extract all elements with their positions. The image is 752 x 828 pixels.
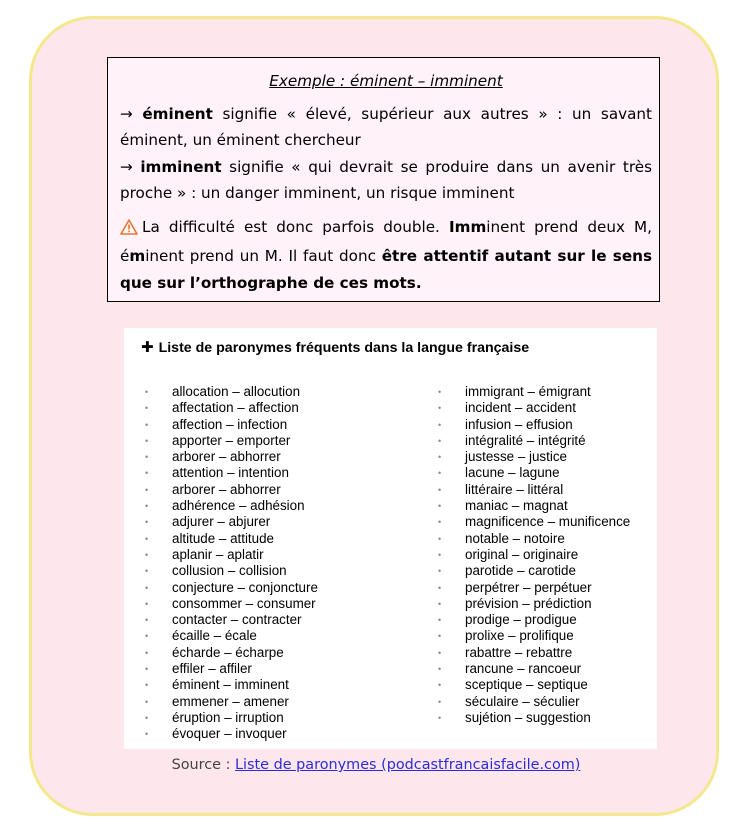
- plus-icon: ✚: [141, 339, 154, 356]
- bullet-icon: •: [438, 435, 442, 446]
- paronym-item: [438, 709, 630, 726]
- paronym-text: éruption – irruption: [172, 709, 284, 725]
- bullet-icon: •: [145, 696, 149, 707]
- paronym-item: [438, 595, 630, 612]
- paronym-text: parotide – carotide: [465, 563, 576, 579]
- bullet-icon: •: [438, 582, 442, 593]
- bullet-icon: •: [438, 696, 442, 707]
- bullet-icon: •: [145, 403, 149, 414]
- bullet-icon: •: [438, 647, 442, 658]
- paronym-text: notable – notoire: [465, 530, 565, 546]
- source-label: Source :: [171, 757, 236, 773]
- bullet-icon: •: [438, 680, 442, 691]
- bullet-icon: •: [438, 712, 442, 723]
- bullet-icon: •: [438, 403, 442, 414]
- paronym-item: [145, 384, 318, 400]
- paronym-text: consommer – consumer: [172, 595, 316, 611]
- warning-icon: [120, 217, 138, 244]
- paronym-text: écharde – écharpe: [172, 644, 284, 660]
- bullet-icon: •: [438, 387, 442, 397]
- paronym-item: [438, 432, 630, 449]
- paronym-item: [438, 644, 630, 661]
- paronym-text: séculaire – séculier: [465, 693, 580, 709]
- bullet-icon: •: [438, 615, 442, 626]
- paronym-text: incident – accident: [465, 400, 576, 416]
- paronym-text: adjurer – abjurer: [172, 514, 271, 530]
- paronym-item: [145, 498, 318, 514]
- bullet-icon: •: [145, 387, 149, 397]
- bullet-icon: •: [145, 501, 149, 512]
- paronym-text: prolixe – prolifique: [465, 628, 574, 644]
- bullet-icon: •: [145, 664, 149, 675]
- paronym-text: contacter – contracter: [172, 612, 302, 628]
- paronym-text: adhérence – adhésion: [172, 498, 305, 514]
- source-line: [0, 757, 752, 773]
- paronym-text: sceptique – septique: [465, 677, 588, 693]
- paronym-text: prodige – prodigue: [465, 612, 577, 628]
- paronym-item: [438, 530, 630, 547]
- definition-eminent: [120, 101, 652, 154]
- example-box: [107, 57, 660, 302]
- paronym-item: [438, 677, 630, 693]
- paronym-item: [145, 709, 318, 726]
- warning-note: La difficulté est donc parfois double. Imminent prend deux M, éminent prend un M. Il faut donc être attentif autant sur le sens que sur l’orthographe de ces mots.: [120, 217, 652, 292]
- bullet-icon: •: [438, 598, 442, 609]
- bullet-icon: •: [145, 517, 149, 528]
- paronym-item: [145, 546, 318, 563]
- paronym-item: [438, 449, 630, 465]
- paronym-item: [145, 726, 318, 742]
- paronym-text: conjecture – conjoncture: [172, 579, 318, 595]
- bullet-icon: •: [145, 549, 149, 560]
- paronym-text: infusion – effusion: [465, 416, 573, 432]
- paronym-item: [438, 498, 630, 514]
- paronym-item: [145, 661, 318, 677]
- term-imminent: imminent: [140, 157, 222, 176]
- bullet-icon: •: [145, 435, 149, 446]
- term-eminent: éminent: [142, 104, 213, 123]
- paronym-item: [145, 595, 318, 612]
- bullet-icon: •: [145, 452, 149, 463]
- paronym-item: [145, 514, 318, 530]
- paronym-item: [438, 384, 630, 400]
- paronym-text: allocation – allocution: [172, 384, 301, 399]
- paronym-item: [145, 644, 318, 661]
- bullet-icon: •: [438, 566, 442, 577]
- paronym-text: arborer – abhorrer: [172, 449, 281, 465]
- bullet-icon: •: [438, 533, 442, 544]
- paronym-text: rancune – rancoeur: [465, 661, 582, 677]
- emphasis-imm: Imm: [448, 217, 487, 236]
- paronym-text: arborer – abhorrer: [172, 481, 281, 497]
- bullet-icon: •: [145, 582, 149, 593]
- bullet-icon: •: [145, 419, 149, 430]
- paronym-text: littéraire – littéral: [465, 481, 564, 497]
- paronym-item: [145, 530, 318, 547]
- paronym-text: aplanir – aplatir: [172, 546, 264, 562]
- paronym-item: [438, 693, 630, 710]
- paronym-text: apporter – emporter: [172, 432, 291, 448]
- paronym-item: [438, 400, 630, 416]
- paronym-text: lacune – lagune: [465, 465, 560, 481]
- paronym-item: [145, 628, 318, 644]
- paronym-item: [145, 465, 318, 481]
- paronym-text: affection – infection: [172, 416, 288, 432]
- bullet-icon: •: [438, 549, 442, 560]
- emphasis-m: m: [129, 247, 146, 265]
- paronym-item: [438, 563, 630, 579]
- paronym-item: [145, 612, 318, 628]
- bullet-icon: •: [145, 484, 149, 495]
- definition-text: signifie « élevé, supérieur aux autres » : un savant éminent, un éminent chercheur: [120, 104, 652, 149]
- paronym-item: [438, 546, 630, 563]
- paronym-item: [438, 416, 630, 433]
- paronym-column-left: [145, 384, 318, 743]
- paronym-text: maniac – magnat: [465, 498, 568, 514]
- paronym-item: [438, 628, 630, 644]
- paronym-text: original – originaire: [465, 546, 579, 562]
- bullet-icon: •: [145, 712, 149, 723]
- paronym-text: collusion – collision: [172, 563, 287, 579]
- bullet-icon: •: [145, 729, 149, 740]
- bullet-icon: •: [438, 452, 442, 463]
- bullet-icon: •: [145, 615, 149, 626]
- paronym-text: immigrant – émigrant: [465, 384, 591, 399]
- paronym-text: intégralité – intégrité: [465, 432, 586, 448]
- paronym-text: emmener – amener: [172, 693, 289, 709]
- emphasis-conclusion: être attentif autant sur le sens que sur l’orthographe de ces mots.: [120, 247, 652, 292]
- paronym-text: magnificence – munificence: [465, 514, 631, 530]
- paronym-text: justesse – justice: [465, 449, 567, 465]
- paronym-item: [145, 693, 318, 710]
- bullet-icon: •: [438, 517, 442, 528]
- paronym-text: perpétrer – perpétuer: [465, 579, 592, 595]
- paronym-text: évoquer – invoquer: [172, 726, 287, 742]
- paronym-item: [145, 563, 318, 579]
- bullet-icon: •: [145, 566, 149, 577]
- bullet-icon: •: [438, 631, 442, 642]
- bullet-icon: •: [145, 680, 149, 691]
- bullet-icon: •: [145, 647, 149, 658]
- paronym-column-right: [438, 384, 631, 726]
- paronym-item: [438, 612, 630, 628]
- bullet-icon: •: [145, 533, 149, 544]
- bullet-icon: •: [438, 419, 442, 430]
- paronym-text: prévision – prédiction: [465, 595, 592, 611]
- paronym-item: [145, 579, 318, 596]
- bullet-icon: •: [438, 468, 442, 479]
- paronym-text: écaille – écale: [172, 628, 257, 644]
- paronym-list-card: [124, 328, 657, 749]
- paronym-text: effiler – affiler: [172, 661, 252, 677]
- paronym-item: [145, 416, 318, 433]
- list-title: [141, 338, 529, 356]
- paronym-text: affectation – affection: [172, 400, 299, 416]
- arrow: →: [120, 104, 143, 123]
- paronym-item: [145, 449, 318, 465]
- paronym-item: [145, 677, 318, 693]
- paronym-text: sujétion – suggestion: [465, 709, 591, 725]
- definition-imminent: [120, 154, 652, 207]
- paronym-item: [145, 481, 318, 498]
- paronym-item: [145, 400, 318, 416]
- list-title-text: Liste de paronymes fréquents dans la langue française: [158, 340, 530, 356]
- paronym-item: [438, 579, 630, 596]
- paronym-text: rabattre – rebattre: [465, 644, 573, 660]
- definition-text: signifie « qui devrait se produire dans un avenir très proche » : un danger imminent, un risque imminent: [120, 157, 652, 202]
- bullet-icon: •: [145, 598, 149, 609]
- paronym-item: [438, 465, 630, 481]
- paronym-item: [145, 432, 318, 449]
- bullet-icon: •: [145, 468, 149, 479]
- bullet-icon: •: [438, 484, 442, 495]
- paronym-text: éminent – imminent: [172, 677, 289, 693]
- paronym-item: [438, 661, 630, 677]
- source-link[interactable]: Liste de paronymes (podcastfrancaisfacile.com): [235, 757, 581, 773]
- paronym-item: [438, 481, 630, 498]
- example-title: Exemple : éminent – imminent: [269, 72, 503, 90]
- bullet-icon: •: [438, 501, 442, 512]
- paronym-item: [438, 514, 631, 530]
- paronym-text: attention – intention: [172, 465, 289, 481]
- paronym-text: altitude – attitude: [172, 530, 274, 546]
- bullet-icon: •: [145, 631, 149, 642]
- bullet-icon: •: [438, 664, 442, 675]
- arrow: →: [120, 157, 141, 176]
